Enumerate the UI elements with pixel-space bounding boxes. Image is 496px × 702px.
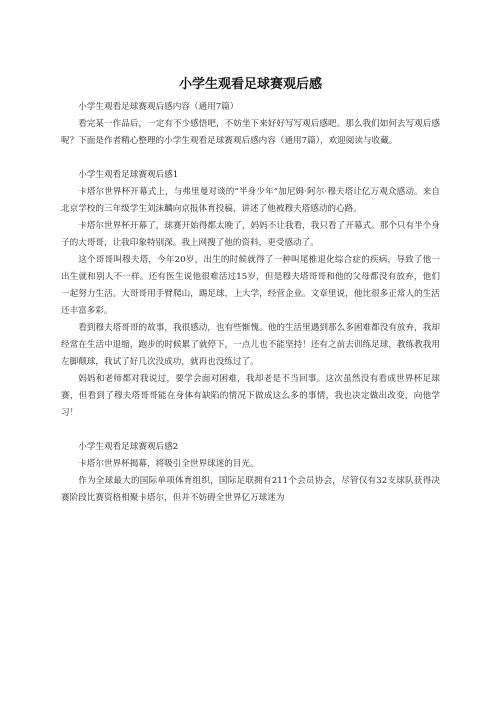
section1-heading: 小学生观看足球赛观后感1 [78, 170, 179, 180]
intro-line: 小学生观看足球赛观后感内容（通用7篇） [78, 102, 239, 112]
section1-paragraph: 卡塔尔世界杯开幕式上，与弗里曼对谈的“半身少年”加尼姆·阿尔·穆夫塔让亿万观众感动。来自北京学校的三年级学生刘沫麟向京报体育投稿，讲述了他被穆夫塔感动的心路。 [61, 187, 440, 214]
section2-heading: 小学生观看足球赛观后感2 [78, 442, 179, 452]
section1-paragraph: 妈妈和老师都对我说过，要学会面对困难，我却老是不当回事。这次虽然没有看成世界杯足球赛，但看到了穆夫塔哥哥能在身体有缺陷的情况下做成这么多的事情，我也决定做出改变，向他学习！ [61, 374, 440, 418]
section-spacer [61, 422, 440, 439]
section2-paragraph: 卡塔尔世界杯揭幕，将吸引全世界球迷的目光。 [78, 459, 259, 469]
section1-paragraph: 看到穆夫塔哥哥的故事，我很感动，也有些惭愧。他的生活里遇到那么多困难都没有放弃，我却经常在生活中退缩，跑步的时候累了就停下，一点儿也不能坚持！还有之前去训练足球，教练教我用左脚颠球，我试了好几次没成功，就再也没练过了。 [61, 323, 440, 367]
section1-paragraph: 这个哥哥叫穆夫塔，今年20岁，出生的时候就得了一种叫尾椎退化综合症的疾病，导致了他一出生就和别人不一样。还有医生说他很难活过15岁，但是穆夫塔哥哥和他的父母都没有放弃，他们一起努力生活。大哥哥用手臂爬山，踢足球，上大学，经营企业。文章里说，他比很多正常人的生活还丰富多彩。 [61, 255, 440, 316]
intro-paragraph: 看完某一作品后，一定有不少感悟吧，不妨坐下来好好写写观后感吧。那么我们如何去写观后感呢？下面是作者精心整理的小学生观看足球赛观后感内容（通用7篇），欢迎阅读与收藏。 [61, 119, 440, 146]
document-title: 小学生观看足球赛观后感 [178, 77, 322, 92]
section1-paragraph: 卡塔尔世界杯开幕了，球赛开始得都太晚了，妈妈不让我看，我只看了开幕式。那个只有半个身子的大哥哥，让我印象特别深。我上网搜了他的资料，更受感动了。 [61, 221, 440, 248]
section-spacer [61, 150, 440, 167]
section2-paragraph: 作为全球最大的国际单项体育组织，国际足联拥有211个会员协会，尽管仅有32支球队获得决赛阶段比赛资格相聚卡塔尔，但并不妨碍全世界亿万球迷为 [61, 476, 440, 503]
